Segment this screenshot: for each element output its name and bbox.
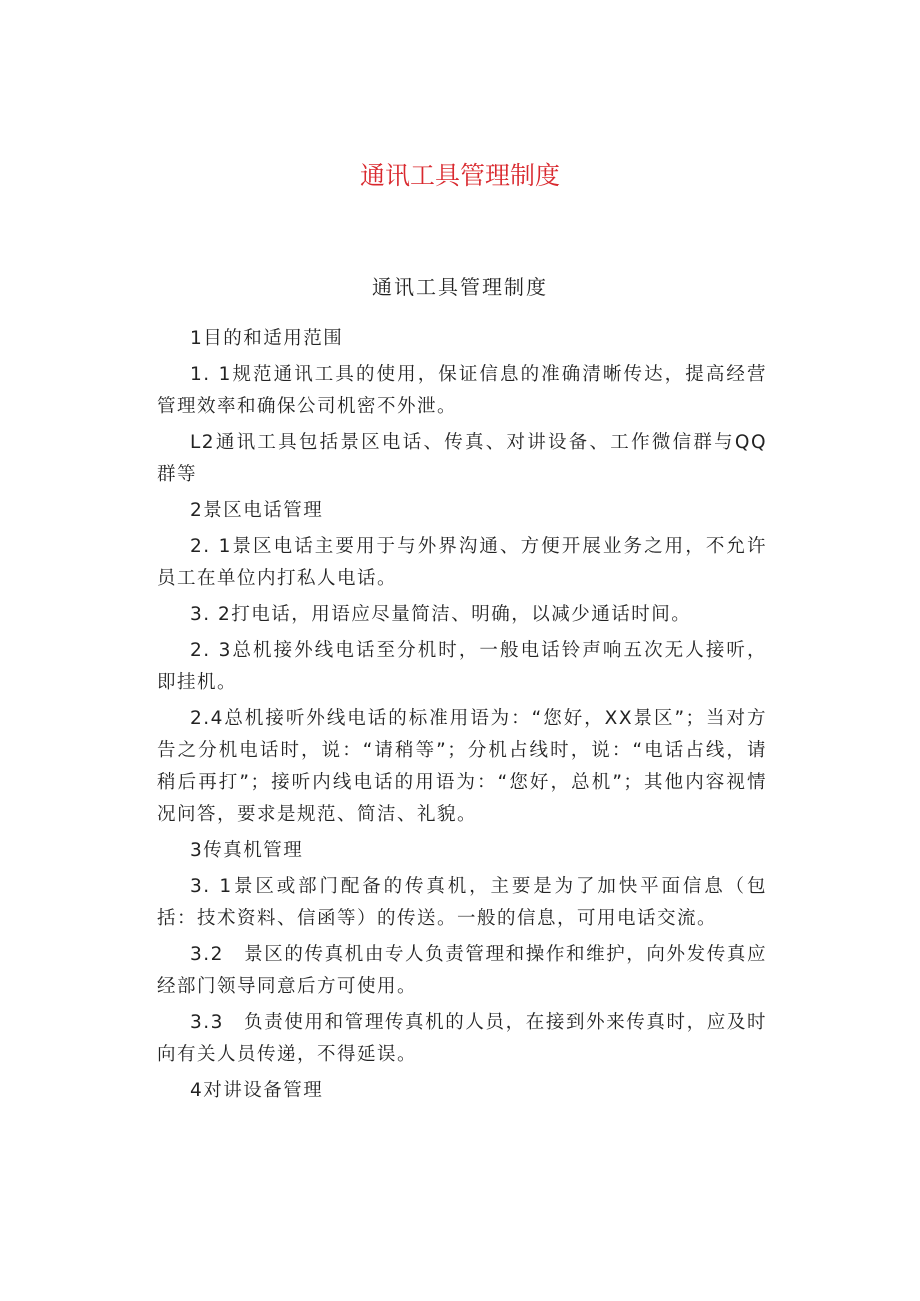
paragraph-2-3: 2. 3总机接外线电话至分机时，一般电话铃声响五次无人接听，即挂机。 [157, 640, 767, 693]
section-heading-4: 4对讲设备管理 [190, 1080, 324, 1101]
document-body [157, 323, 767, 1111]
paragraph-3-2: 3.2 景区的传真机由专人负责管理和操作和维护，向外发传真应经部门领导同意后方可使用。 [157, 944, 767, 997]
paragraph-1-2: L2通讯工具包括景区电话、传真、对讲设备、工作微信群与QQ群等 [157, 432, 767, 485]
section-heading-3: 3传真机管理 [190, 840, 304, 861]
paragraph-3-3: 3.3 负责使用和管理传真机的人员，在接到外来传真时，应及时向有关人员传递，不得延误。 [157, 1012, 767, 1065]
paragraph-2-4: 2.4总机接听外线电话的标准用语为：“您好，XX景区”；当对方告之分机电话时，说：“请稍等”；分机占线时，说：“电话占线，请稍后再打”；接听内线电话的用语为：“您好，总机”；其他内容视情况问答，要求是规范、简洁、礼貌。 [157, 708, 767, 825]
document-subtitle: 通讯工具管理制度 [372, 275, 548, 299]
paragraph-1-1: 1. 1规范通讯工具的使用，保证信息的准确清晰传达，提高经营管理效率和确保公司机密不外泄。 [157, 364, 767, 417]
section-heading-2: 2景区电话管理 [190, 500, 324, 521]
paragraph-3-1: 3. 1景区或部门配备的传真机，主要是为了加快平面信息（包括：技术资料、信函等）的传送。一般的信息，可用电话交流。 [157, 876, 767, 929]
paragraph-2-1: 2. 1景区电话主要用于与外界沟通、方便开展业务之用，不允许员工在单位内打私人电话。 [157, 536, 767, 589]
document-title: 通讯工具管理制度 [359, 161, 560, 190]
section-heading-1: 1目的和适用范围 [190, 328, 344, 349]
paragraph-2-2: 3. 2打电话，用语应尽量简洁、明确，以减少通话时间。 [190, 604, 692, 625]
